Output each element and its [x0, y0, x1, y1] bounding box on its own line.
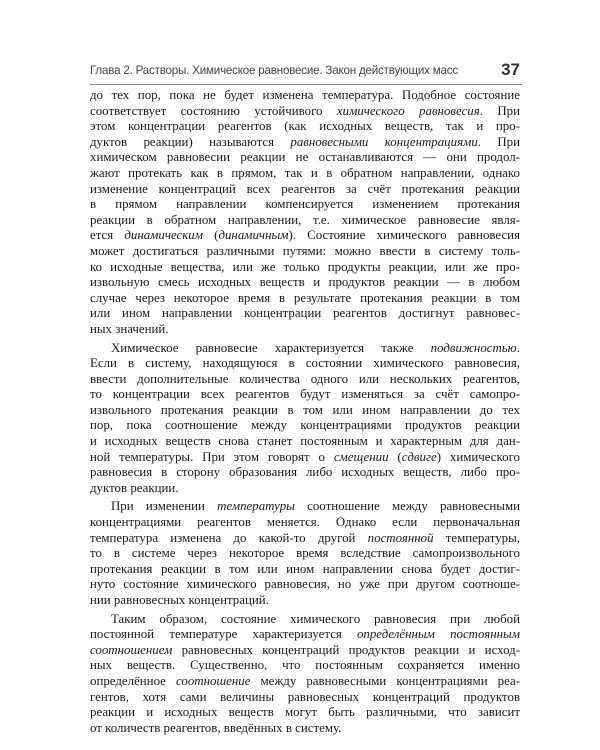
text-run: в прямом направлении компенсируется изменением протекания [90, 197, 520, 212]
text-line [90, 593, 520, 609]
text-line [90, 643, 520, 659]
text-run: ввести дополнительные количества одного или нескольких реагентов, [90, 371, 520, 386]
text-run: ной температуры. При этом говорят о [90, 449, 334, 464]
text-line [90, 182, 520, 198]
text-line [90, 577, 520, 593]
text-line [90, 291, 520, 307]
body-text [90, 88, 520, 736]
text-run: постоянной температуре характеризуется [90, 627, 357, 642]
text-line [90, 705, 520, 721]
text-run: соответствует состоянию устойчивого [90, 103, 337, 118]
text-run: ). Состояние химического равновесия [288, 228, 521, 243]
paragraph [90, 88, 520, 338]
text-line [90, 403, 520, 419]
text-run: температуры, [433, 530, 520, 545]
text-run: химическом равновесии реакции не останавливаются — они продол- [90, 150, 520, 165]
text-line [90, 150, 520, 166]
text-line [90, 197, 520, 213]
text-run: Химическое равновесие характеризуется также [111, 340, 431, 355]
text-line [90, 499, 520, 515]
text-line [90, 88, 520, 104]
italic-term: динамическим [124, 228, 203, 243]
text-run: ных значений. [90, 321, 169, 336]
text-line [90, 418, 520, 434]
text-line [90, 562, 520, 578]
italic-term: определённым постоянным [356, 627, 521, 642]
text-run: и исходных веществ снова станет постоянным и характерным для дан- [90, 434, 520, 449]
text-line [90, 481, 520, 497]
text-run: извольного протекания реакции в том или ином направлении до тех [90, 402, 520, 417]
italic-term: сдвиге [401, 449, 437, 464]
text-line [90, 104, 520, 120]
text-run: определённое [90, 673, 176, 688]
text-line [90, 515, 520, 531]
italic-term: динамичным [218, 228, 289, 243]
text-run: случае через некоторое время в результате протекания реакции в том [90, 290, 520, 305]
text-run: ( [202, 228, 219, 243]
text-run: Если в систему, находящуюся в состоянии химического равновесия, [90, 356, 520, 371]
paragraph [90, 341, 520, 497]
text-line [90, 228, 520, 244]
text-run: изменение концентраций всех реагентов за счёт протекания реакции [90, 181, 520, 196]
text-run: реакции и исходных веществ могут быть различными, что зависит [90, 705, 520, 720]
text-line [90, 275, 520, 291]
text-run: то концентрации всех реагентов будут изменяться за счёт самопро- [90, 387, 520, 402]
text-line [90, 322, 520, 338]
page-number: 37 [501, 60, 520, 79]
italic-term: химического равновесия [336, 103, 480, 118]
text-run: . При [479, 103, 520, 118]
text-run: пор, пока соотношение между концентрациями продуктов реакции [90, 418, 520, 433]
chapter-title: Глава 2. Растворы. Химическое равновесие. Закон действующих масс [90, 64, 458, 77]
text-run: дуктов реакции) называются [90, 134, 291, 149]
text-line [90, 341, 520, 357]
text-run: протекания реакции в том или ином направлении снова будет достиг- [90, 561, 520, 576]
text-run: этом концентрации реагентов (как исходных веществ, так и про- [90, 119, 520, 134]
text-run: может достигаться различными путями: можно ввести в систему толь- [90, 243, 520, 258]
text-line [90, 166, 520, 182]
text-run: концентрациями реагентов меняется. Однако если первоначальная [90, 515, 520, 530]
text-line [90, 450, 520, 466]
paragraph [90, 499, 520, 608]
text-line [90, 260, 520, 276]
text-run: извольную смесь исходных веществ и продуктов реакции — в любом [90, 275, 520, 290]
text-line [90, 546, 520, 562]
header-rule [90, 84, 522, 85]
text-run: жают протекать как в прямом, так и в обратном направлении, однако [90, 165, 520, 180]
text-line [90, 213, 520, 229]
italic-term: соотношение [175, 673, 251, 688]
text-line [90, 372, 520, 388]
text-run: реакции в обратном направлении, т.е. химическое равновесие явля- [90, 212, 520, 227]
text-line [90, 465, 520, 481]
text-run: При изменении [111, 499, 218, 514]
text-line [90, 387, 520, 403]
italic-term: постоянной [367, 530, 434, 545]
text-run: или ином направлении концентрации реагентов достигнут равновес- [90, 306, 520, 321]
running-header [90, 62, 520, 82]
text-run: ных веществ. Существенно, что постоянным сохраняется именно [90, 658, 520, 673]
text-run: то в системе через некоторое время вследствие самопроизвольного [90, 546, 520, 561]
text-line [90, 658, 520, 674]
italic-term: соотношением [90, 642, 173, 657]
text-run: ется [90, 228, 125, 243]
text-run: температура изменена до какой-то другой [90, 530, 368, 545]
text-line [90, 612, 520, 628]
text-line [90, 674, 520, 690]
text-run: гентов, хотя сами величины равновесных концентраций продуктов [90, 689, 520, 704]
text-run: равновесия в сторону образования либо исходных веществ, либо про- [90, 465, 520, 480]
paragraph [90, 612, 520, 737]
text-run: нуто состояние химического равновесия, но уже при другом соотноше- [90, 577, 520, 592]
text-line [90, 356, 520, 372]
text-run: . [516, 340, 520, 355]
italic-term: температуры [217, 499, 295, 514]
text-line [90, 690, 520, 706]
text-line [90, 627, 520, 643]
text-line [90, 434, 520, 450]
italic-term: смещении [333, 449, 389, 464]
text-run: . При [477, 134, 520, 149]
text-line [90, 119, 520, 135]
text-run: дуктов реакции. [90, 480, 179, 495]
text-run: ) химического [436, 449, 520, 464]
text-run: ( [388, 449, 402, 464]
text-run: ко исходные вещества, или же только продукты реакции, или же про- [90, 259, 520, 274]
text-line [90, 306, 520, 322]
text-line [90, 244, 520, 260]
text-run: равновесных концентраций продуктов реакции и исход- [172, 642, 520, 657]
text-run: до тех пор, пока не будет изменена температура. Подобное состояние [90, 88, 520, 102]
text-run: нии равновесных концентраций. [90, 593, 269, 607]
text-run: Таким образом, состояние химического равновесия при любой [111, 611, 520, 626]
italic-term: подвижностью [430, 340, 517, 355]
text-line [90, 721, 520, 737]
italic-term: равновесными концентрациями [290, 134, 478, 149]
text-run: между равновесными концентрациями реа- [250, 673, 521, 688]
text-line [90, 135, 520, 151]
text-run: соотношение между равновесными [294, 499, 521, 514]
text-run: от количеств реагентов, введённых в систему. [90, 720, 342, 735]
text-line [90, 531, 520, 547]
